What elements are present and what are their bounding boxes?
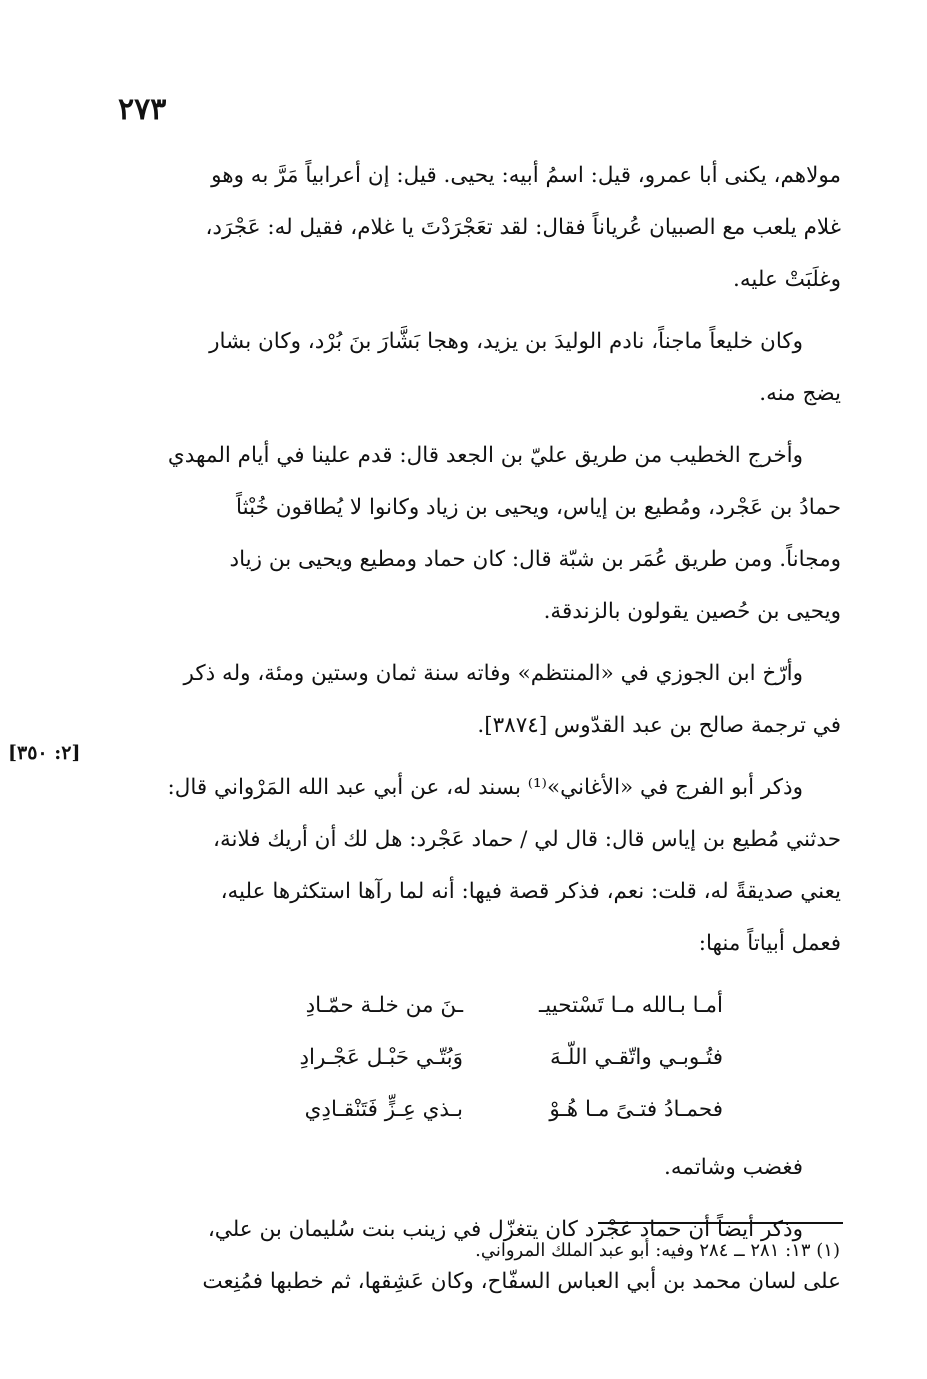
paragraph [113,762,841,970]
text-line: فعمل أبياتاً منها: [698,931,841,956]
text-line: غلام يلعب مع الصبيان عُرياناً فقال: لقد تعَجْرَدْتَ يا غلام، فقيل له: عَجْرَد، [205,215,841,240]
paragraph [113,150,841,306]
text-line: وأخرج الخطيب من طريق عليّ بن الجعد قال: قدم علينا في أيام المهدي [167,443,803,468]
margin-reference: [٢: ٣٥٠] [8,742,81,764]
poem-verse [113,1032,723,1084]
footnote-divider [598,1222,843,1224]
text-line: وأرّخ ابن الجوزي في «المنتظم» وفاته سنة ثمان وستين ومئة، وله ذكر [183,661,803,686]
paragraph [113,430,841,638]
text-line: وذكر أبو الفرج في «الأغاني»⁽¹⁾ بسند له، عن أبي عبد الله المَرْواني قال: [167,775,803,800]
text-line: يعني صديقةً له، قلت: نعم، فذكر قصة فيها: أنه لما رآها استكثرها عليه، [220,879,841,904]
main-text [113,150,841,1308]
poem-second-hemistich: بـذي عِـزٍّ فَتَنْقـادِي [304,1097,463,1122]
text-line: ومجاناً. ومن طريق عُمَر بن شبّة قال: كان حماد ومطيع ويحيى بن زياد [229,547,841,572]
text-line: مولاهم، يكنى أبا عمرو، قيل: اسمُ أبيه: يحيى. قيل: إن أعرابياً مَرَّ به وهو [211,163,841,188]
poem-verse [113,1084,723,1136]
text-line: ويحيى بن حُصين يقولون بالزندقة. [543,599,841,624]
poem-second-hemistich: وَبُتّـي حَبْـل عَجْـرادِ [299,1045,463,1070]
text-line: يضج منه. [759,381,841,406]
text-line: على لسان محمد بن أبي العباس السفّاح، وكان عَشِقها، ثم خطبها فمُنِعت [202,1269,841,1294]
text-line: وذكر أيضاً أن حماد عَجْرد كان يتغزّل في زينب بنت سُليمان بن علي، [207,1217,803,1242]
text-line: وغلَبَتْ عليه. [733,267,841,292]
paragraph [113,1142,841,1194]
poem-verse [113,980,723,1032]
text-line: وكان خليعاً ماجناً، نادم الوليدَ بن يزيد، وهجا بَشَّارَ بنَ بُرْد، وكان بشار [209,329,803,354]
footnote: (١) ١٣: ٢٨١ ــ ٢٨٤ وفيه: أبو عبد الملك المرواني. [475,1240,840,1261]
paragraph [113,648,841,752]
text-line: حدثني مُطيع بن إياس قال: قال لي / حماد عَجْرد: هل لك أن أريك فلانة، [213,827,841,852]
poem-first-hemistich: فتُـوبـي واتّقـي اللّـهَ [550,1045,723,1070]
text-line: في ترجمة صالح بن عبد القدّوس [٣٨٧٤]. [477,713,841,738]
poem-second-hemistich: ـنَ من خلـة حمّـادِ [305,993,463,1018]
poem-first-hemistich: فحمـادُ فتـىً مـا هُـوْ [549,1097,723,1122]
poem [113,980,841,1136]
text-line: حمادُ بن عَجْرد، ومُطيع بن إياس، ويحيى بن زياد وكانوا لا يُطاقون خُبْثاً [236,495,841,520]
page-number: ٢٧٣ [118,92,167,127]
text-line: فغضب وشاتمه. [664,1155,803,1180]
paragraph [113,316,841,420]
poem-first-hemistich: أمـا بـالله مـا تَسْتحييـ [538,993,723,1018]
